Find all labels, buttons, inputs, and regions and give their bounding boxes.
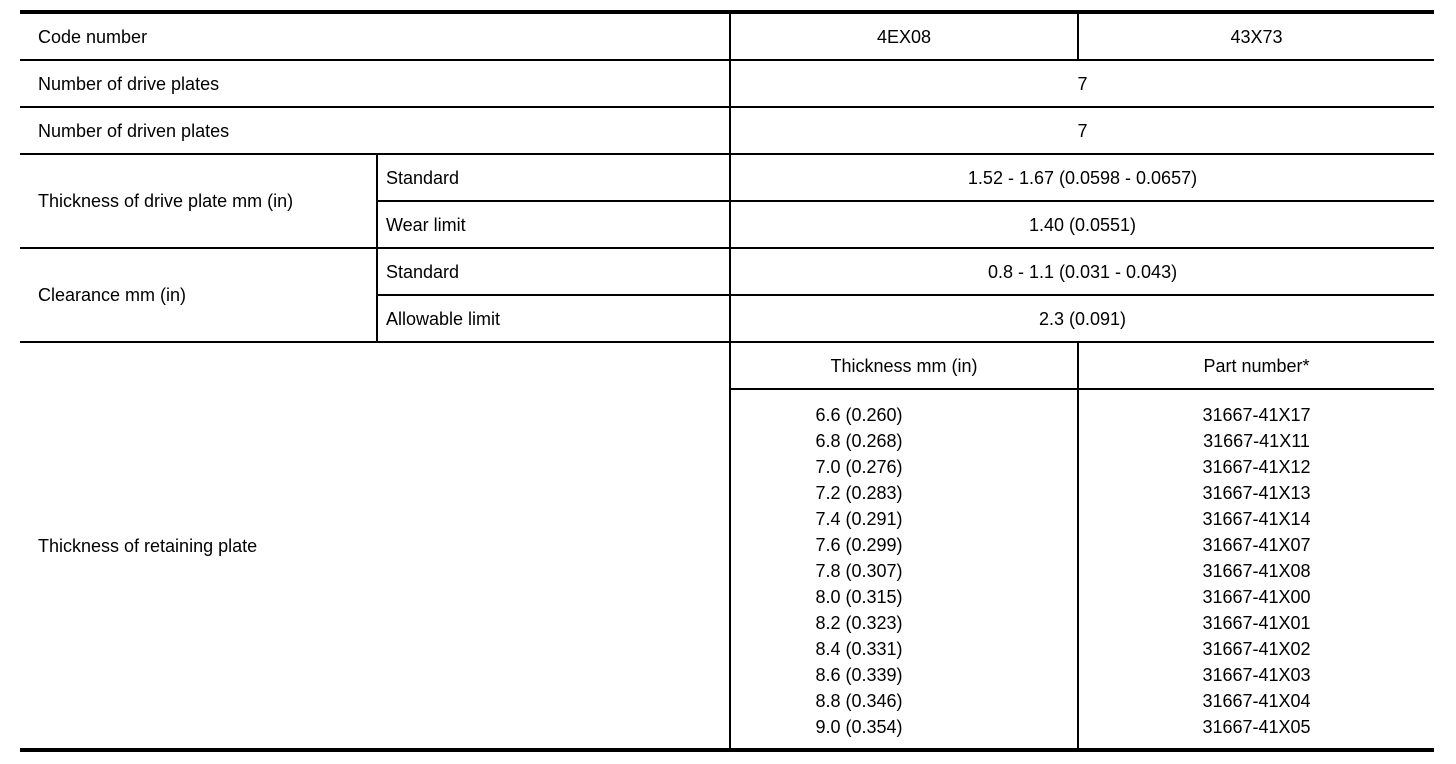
drive-plates-label: Number of drive plates xyxy=(20,60,730,107)
retaining-thickness-item: 6.8 (0.268) xyxy=(815,431,903,451)
retaining-part-number-item: 31667-41X08 xyxy=(1202,561,1311,581)
clearance-standard-value: 0.8 - 1.1 (0.031 - 0.043) xyxy=(730,248,1434,295)
retaining-thickness-item: 7.2 (0.283) xyxy=(815,483,903,503)
code-number-43x73: 43X73 xyxy=(1078,12,1434,60)
retaining-part-number-item: 31667-41X13 xyxy=(1202,483,1311,503)
table-row-driven-plates xyxy=(20,107,1434,154)
code-number-label: Code number xyxy=(20,12,730,60)
code-number-4ex08: 4EX08 xyxy=(730,12,1078,60)
table-row-clearance-standard xyxy=(20,248,1434,295)
retaining-thickness-item: 7.6 (0.299) xyxy=(815,535,903,555)
retaining-part-number-item: 31667-41X14 xyxy=(1202,509,1311,529)
table-row-drive-plate-standard xyxy=(20,154,1434,201)
table-row-drive-plates xyxy=(20,60,1434,107)
drive-plate-wear-label: Wear limit xyxy=(377,201,730,248)
retaining-part-number-item: 31667-41X17 xyxy=(1202,405,1311,425)
clearance-allowable-value: 2.3 (0.091) xyxy=(730,295,1434,342)
retaining-part-number-item: 31667-41X05 xyxy=(1202,717,1311,737)
table-row-retaining-header xyxy=(20,342,1434,389)
retaining-part-number-item: 31667-41X01 xyxy=(1202,613,1311,633)
retaining-thickness-item: 7.8 (0.307) xyxy=(815,561,903,581)
driven-plates-label: Number of driven plates xyxy=(20,107,730,154)
retaining-part-number-item: 31667-41X02 xyxy=(1202,639,1311,659)
retaining-thickness-item: 8.6 (0.339) xyxy=(815,665,903,685)
retaining-thickness-item: 9.0 (0.354) xyxy=(815,717,903,737)
retaining-thickness-item: 8.4 (0.331) xyxy=(815,639,903,659)
retaining-part-number-item: 31667-41X12 xyxy=(1202,457,1311,477)
clearance-allowable-label: Allowable limit xyxy=(377,295,730,342)
drive-plates-value: 7 xyxy=(730,60,1434,107)
drive-plate-standard-label: Standard xyxy=(377,154,730,201)
drive-plate-wear-value: 1.40 (0.0551) xyxy=(730,201,1434,248)
retaining-thickness-item: 7.4 (0.291) xyxy=(815,509,903,529)
table-row-code-number xyxy=(20,12,1434,60)
retaining-thickness-item: 7.0 (0.276) xyxy=(815,457,903,477)
retaining-part-number-item: 31667-41X00 xyxy=(1202,587,1311,607)
retaining-part-number-item: 31667-41X07 xyxy=(1202,535,1311,555)
retaining-thickness-item: 6.6 (0.260) xyxy=(815,405,903,425)
clearance-label: Clearance mm (in) xyxy=(20,248,377,342)
clutch-spec-table xyxy=(20,10,1434,752)
drive-plate-standard-value: 1.52 - 1.67 (0.0598 - 0.0657) xyxy=(730,154,1434,201)
retaining-plate-label: Thickness of retaining plate xyxy=(38,535,258,556)
retaining-part-header: Part number* xyxy=(1078,342,1434,389)
retaining-part-number-item: 31667-41X04 xyxy=(1202,691,1311,711)
retaining-thickness-item: 8.2 (0.323) xyxy=(815,613,903,633)
retaining-thickness-header: Thickness mm (in) xyxy=(730,342,1078,389)
retaining-part-number-item: 31667-41X03 xyxy=(1202,665,1311,685)
retaining-thickness-item: 8.8 (0.346) xyxy=(815,691,903,711)
drive-plate-thickness-label: Thickness of drive plate mm (in) xyxy=(20,154,377,248)
retaining-thickness-list-cell xyxy=(730,389,1078,750)
driven-plates-value: 7 xyxy=(730,107,1434,154)
retaining-thickness-item: 8.0 (0.315) xyxy=(815,587,903,607)
retaining-part-number-item: 31667-41X11 xyxy=(1203,431,1310,451)
clearance-standard-label: Standard xyxy=(377,248,730,295)
retaining-part-list-cell xyxy=(1078,389,1434,750)
